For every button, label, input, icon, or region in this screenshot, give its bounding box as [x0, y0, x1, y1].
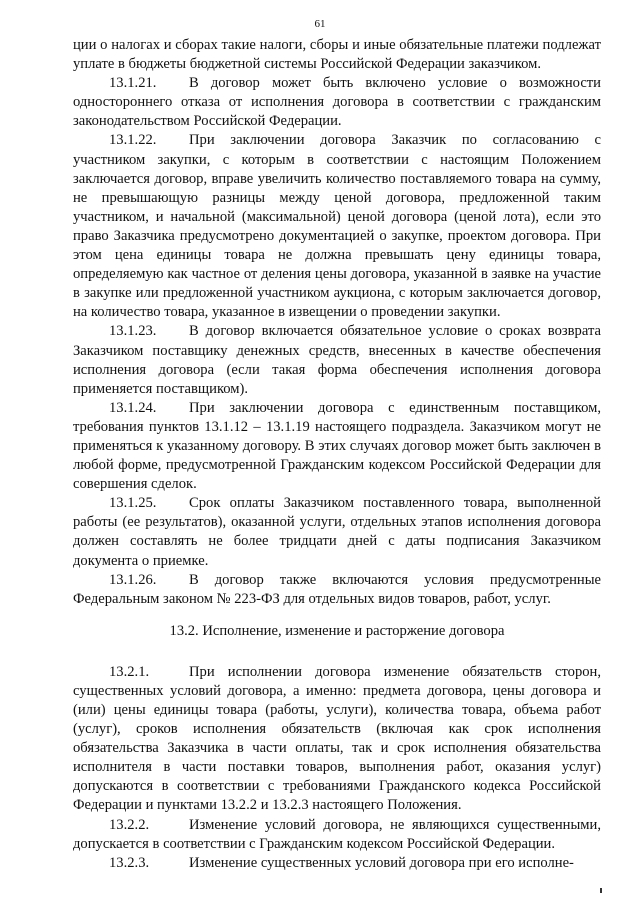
- paragraph-text: В договор может быть включено условие о возможности одностороннего отказа от исполнения договора в соответствии с гражданским законодательством Российской Федерации.: [73, 75, 601, 130]
- paragraph-continuation: [73, 36, 601, 74]
- paragraph-text: Изменение существенных условий договора при его исполне-: [189, 854, 574, 871]
- paragraph-text: При заключении договора Заказчик по согласованию с участником закупки, с которым в соответствии с настоящим Положением заключается договор, вправе увеличить количество поставляемого товара на сумму, не превышающую разницы между ценой договора, предложенной таким участником, и начальной (максимальной) ценой договора (ценой лота), если это право Заказчика предусмотрено документацией о закупке, проектом договора. При этом цена единицы товара не должна превышать цену единицы товара, определяемую как частное от деления цены договора, указанной в заявке на участие в закупке или предложенной участником аукциона, с которым заключается договор, на количество товара, указанное в извещении о проведении закупки.: [73, 132, 601, 321]
- section-heading: 13.2. Исполнение, изменение и расторжение договора: [169, 622, 505, 639]
- clause-number: 13.1.25.: [109, 495, 157, 512]
- paragraph-13-1-25: [73, 494, 601, 570]
- paragraph-text: ции о налогах и сборах такие налоги, сборы и иные обязательные платежи подлежат уплате в бюджеты бюджетной системы Российской Федерации заказчиком.: [73, 37, 601, 73]
- scan-artifact-mark: [600, 888, 602, 893]
- clause-number: 13.1.24.: [109, 399, 157, 416]
- document-body: [73, 36, 601, 873]
- clause-number: 13.1.21.: [109, 75, 157, 92]
- paragraph-13-1-24: [73, 399, 601, 494]
- clause-number: 13.1.23.: [109, 323, 157, 340]
- clause-number: 13.2.2.: [109, 816, 150, 833]
- paragraph-13-2-1: [73, 663, 601, 816]
- paragraph-text: В договор также включаются условия предусмотренные Федеральным законом № 223-ФЗ для отдельных видов товаров, работ, услуг.: [73, 571, 601, 607]
- paragraph-13-1-23: [73, 322, 601, 398]
- paragraph-13-1-21: [73, 74, 601, 131]
- paragraph-text: При исполнении договора изменение обязательств сторон, существенных условий договора, а именно: предмета договора, цены договора и (или) цены единицы товара (работы, услуги), количества товара, объема работ (услуг), сроков исполнения обязательств (включая как срок исполнения обязательства Заказчика в части оплаты, так и срок исполнения обязательства исполнителя в части поставки товаров, выполнения работ, оказания услуг) допускаются в соответствии с требованиями Гражданского кодекса Российской Федерации и пунктами 13.2.2 и 13.2.3 настоящего Положения.: [73, 663, 601, 814]
- paragraph-13-2-3: [73, 854, 601, 873]
- clause-number: 13.2.3.: [109, 854, 150, 871]
- paragraph-text: Срок оплаты Заказчиком поставленного товара, выполненной работы (ее результатов), оказанной услуги, отдельных этапов исполнения договора должен составлять не более тридцати дней с даты подписания Заказчиком документа о приемке.: [73, 495, 601, 569]
- clause-number: 13.1.26.: [109, 571, 157, 588]
- clause-number: 13.2.1.: [109, 663, 150, 680]
- paragraph-text: При заключении договора с единственным поставщиком, требования пунктов 13.1.12 – 13.1.19 настоящего подраздела. Заказчиком могут не применяться к указанному договору. В этих случаях договор может быть заключен в любой форме, предусмотренной Гражданским кодексом Российской Федерации для совершения сделок.: [73, 399, 601, 493]
- paragraph-13-1-26: [73, 571, 601, 609]
- paragraph-13-1-22: [73, 131, 601, 322]
- page-number: 61: [314, 18, 326, 30]
- paragraph-text: В договор включается обязательное условие о сроках возврата Заказчиком поставщику денежных средств, внесенных в качестве обеспечения исполнения договора (если такая форма обеспечения исполнения договора применяется поставщиком).: [73, 323, 601, 397]
- paragraph-13-2-2: [73, 816, 601, 854]
- clause-number: 13.1.22.: [109, 132, 157, 149]
- paragraph-text: Изменение условий договора, не являющихся существенными, допускается в соответствии с Гражданским кодексом Российской Федерации.: [73, 816, 601, 852]
